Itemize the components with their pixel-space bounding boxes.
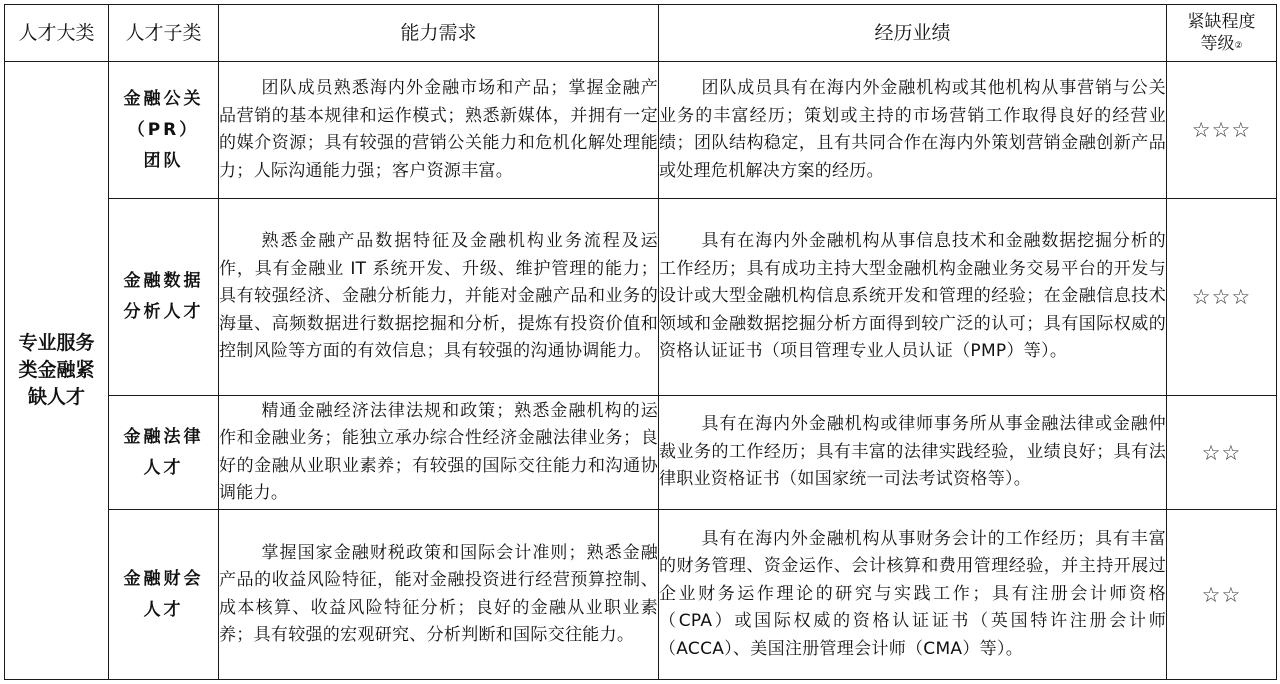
experience-text: 具有在海内外金融机构从事财务会计的工作经历；具有丰富的财务管理、资金运作、会计核算和费用管理经验，并主持开展过企业财务运作理论的研究与实践工作；具有注册会计师资格（CPA）或国际权威的资格认证证书（英国特许注册会计师（ACCA）、美国注册管理会计师（CMA）等）。 [659,528,1166,659]
star-icon: ☆☆ [1201,582,1242,607]
category-line: 缺人才 [27,386,85,408]
subcategory-cell [109,396,219,510]
subcategory-line: 人才 [143,457,184,478]
category-line: 类金融紧 [18,359,95,381]
experience-text: 团队成员具有在海内外金融机构或其他机构从事营销与公关业务的丰富经历；策划或主持的市场营销工作取得良好的经营业绩；团队结构稳定，且有共同合作在海内外策划营销金融创新产品或处理危机解决方案的经历。 [659,78,1166,181]
experience-cell [659,62,1167,199]
header-rank-line2: 等级 [1200,34,1235,54]
header-shortage-rank [1167,5,1277,62]
subcategory-line: 金融数据 [123,271,204,291]
header-experience: 经历业绩 [659,5,1167,62]
subcategory-cell [109,199,219,396]
shortage-stars [1167,199,1277,396]
subcategory-line: （PR） [127,119,200,140]
ability-cell [219,62,659,199]
experience-cell [659,199,1167,396]
subcategory-line: 金融法律 [123,426,204,447]
ability-text: 精通金融经济法律法规和政策；熟悉金融机构的运作和金融业务；能独立承办综合性经济金融法律业务；良好的金融从业职业素养；有较强的国际交往能力和沟通协调能力。 [219,400,658,503]
subcategory-cell [109,510,219,680]
ability-text: 掌握国家金融财税政策和国际会计准则；熟悉金融产品的收益风险特征，能对金融投资进行经营预算控制、成本核算、收益风险特征分析；良好的金融从业职业素养；具有较强的宏观研究、分析判断和国际交往能力。 [219,542,658,645]
star-icon: ☆☆☆ [1191,285,1252,309]
ability-cell [219,199,659,396]
ability-cell [219,510,659,680]
category-cell [5,62,109,680]
experience-cell [659,510,1167,680]
table-row [5,199,1277,396]
subcategory-line: 团队 [143,150,184,171]
experience-cell [659,396,1167,510]
shortage-stars [1167,62,1277,199]
experience-text: 具有在海内外金融机构从事信息技术和金融数据挖掘分析的工作经历；具有成功主持大型金融机构金融业务交易平台的开发与设计或大型金融机构信息系统开发和管理的经验；在金融信息技术领域和金融数据挖掘分析方面得到较广泛的认可；具有国际权威的资格认证证书（项目管理专业人员认证（PMP）等）。 [659,231,1166,362]
subcategory-line: 金融财会 [123,568,204,589]
subcategory-line: 金融公关 [123,88,204,109]
experience-text: 具有在海内外金融机构或律师事务所从事金融法律或金融仲裁业务的工作经历；具有丰富的法律实践经验，业绩良好；具有法律职业资格证书（如国家统一司法考试资格等）。 [659,414,1166,490]
header-rank-line1: 紧缺程度 [1187,12,1256,32]
category-line: 专业服务 [18,332,95,354]
footnote-marker: ② [1234,41,1243,51]
ability-cell [219,396,659,510]
star-icon: ☆☆ [1201,440,1242,465]
header-row [5,5,1277,62]
star-icon: ☆☆☆ [1191,118,1252,142]
subcategory-line: 分析人才 [123,302,204,322]
header-ability: 能力需求 [219,5,659,62]
talent-table [4,4,1277,680]
subcategory-line: 人才 [143,599,184,620]
table-row [5,396,1277,510]
table-row [5,62,1277,199]
subcategory-cell [109,62,219,199]
header-category: 人才大类 [5,5,109,62]
header-subcategory: 人才子类 [109,5,219,62]
shortage-stars [1167,396,1277,510]
shortage-stars [1167,510,1277,680]
ability-text: 团队成员熟悉海内外金融市场和产品；掌握金融产品营销的基本规律和运作模式；熟悉新媒体，并拥有一定的媒介资源；具有较强的营销公关能力和危机化解处理能力；人际沟通能力强；客户资源丰富。 [219,78,658,181]
table-row [5,510,1277,680]
ability-text: 熟悉金融产品数据特征及金融机构业务流程及运作，具有金融业 IT 系统开发、升级、维护管理的能力；具有较强经济、金融分析能力，并能对金融产品和业务的海量、高频数据进行数据挖掘和分析，提炼有投资价值和控制风险等方面的有效信息；具有较强的沟通协调能力。 [219,231,658,362]
